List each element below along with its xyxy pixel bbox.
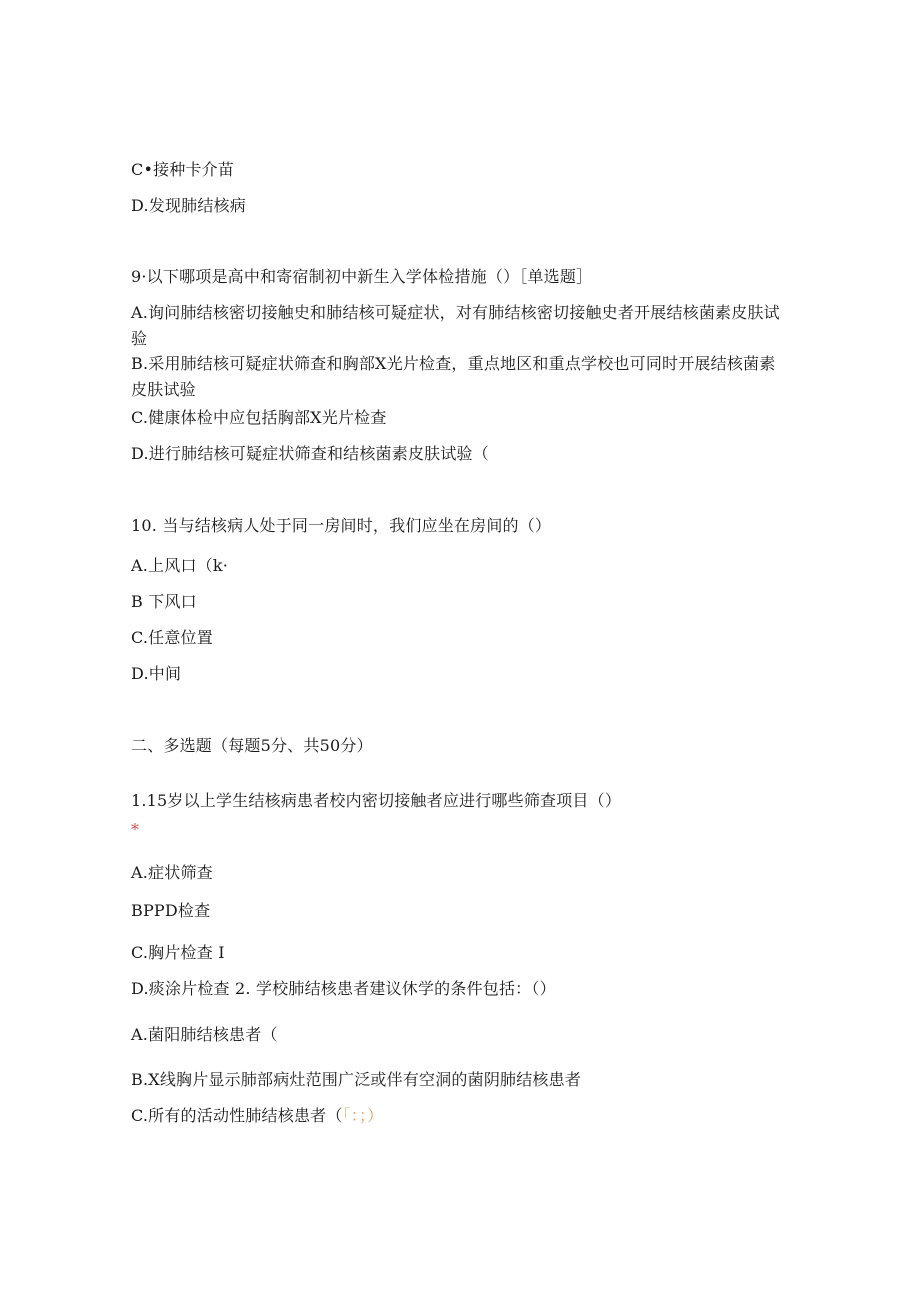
q9-option-c: C.健康体检中应包括胸部X光片检查 — [131, 408, 387, 427]
q9-option-d: D.进行肺结核可疑症状筛查和结核菌素皮肤试验（ — [131, 444, 489, 463]
q10-option-b: B 下风口 — [131, 592, 197, 611]
mq1-stem: 1.15岁以上学生结核病患者校内密切接触者应进行哪些筛查项目（） — [131, 791, 622, 810]
q10-stem: 10. 当与结核病人处于同一房间时，我们应坐在房间的（） — [131, 516, 552, 535]
mq1-option-c: C.胸片检查 I — [131, 943, 225, 962]
mq1-option-a: A.症状筛查 — [131, 863, 213, 882]
q9-option-a: A.询问肺结核密切接触史和肺结核可疑症状，对有肺结核密切接触史者开展结核菌素皮肤试验 — [131, 303, 780, 348]
mq1-option-b: BPPD检查 — [131, 901, 211, 920]
q10-option-c: C.任意位置 — [131, 628, 213, 647]
q10-option-d: D.中间 — [131, 664, 182, 683]
mq2-option-b: B.X线胸片显示肺部病灶范围广泛或伴有空洞的菌阴肺结核患者 — [131, 1070, 582, 1089]
q10-option-a: A.上风口（k· — [131, 556, 229, 575]
section-title: 二、多选题（每题5分、共50分） — [131, 736, 373, 755]
mq2-option-a: A.菌阳肺结核患者（ — [131, 1025, 278, 1044]
required-mark: * — [131, 820, 140, 839]
mq2-trailing-marks: 「：；） — [342, 1106, 384, 1125]
mq2-option-c-text: C.所有的活动性肺结核患者（ — [131, 1106, 343, 1125]
q9-stem: 9·以下哪项是高中和寄宿制初中新生入学体检措施（）［单选题］ — [131, 267, 593, 286]
q9-option-b: B.采用肺结核可疑症状筛查和胸部X光片检查，重点地区和重点学校也可同时开展结核菌素皮肤试验 — [131, 354, 776, 399]
mq1-option-d: D.痰涂片检查 2. 学校肺结核患者建议休学的条件包括：（） — [131, 979, 556, 998]
q8-option-c: C•接种卡介苗 — [131, 160, 235, 179]
q8-option-d: D.发现肺结核病 — [131, 196, 246, 215]
mq2-option-c — [131, 1106, 383, 1126]
